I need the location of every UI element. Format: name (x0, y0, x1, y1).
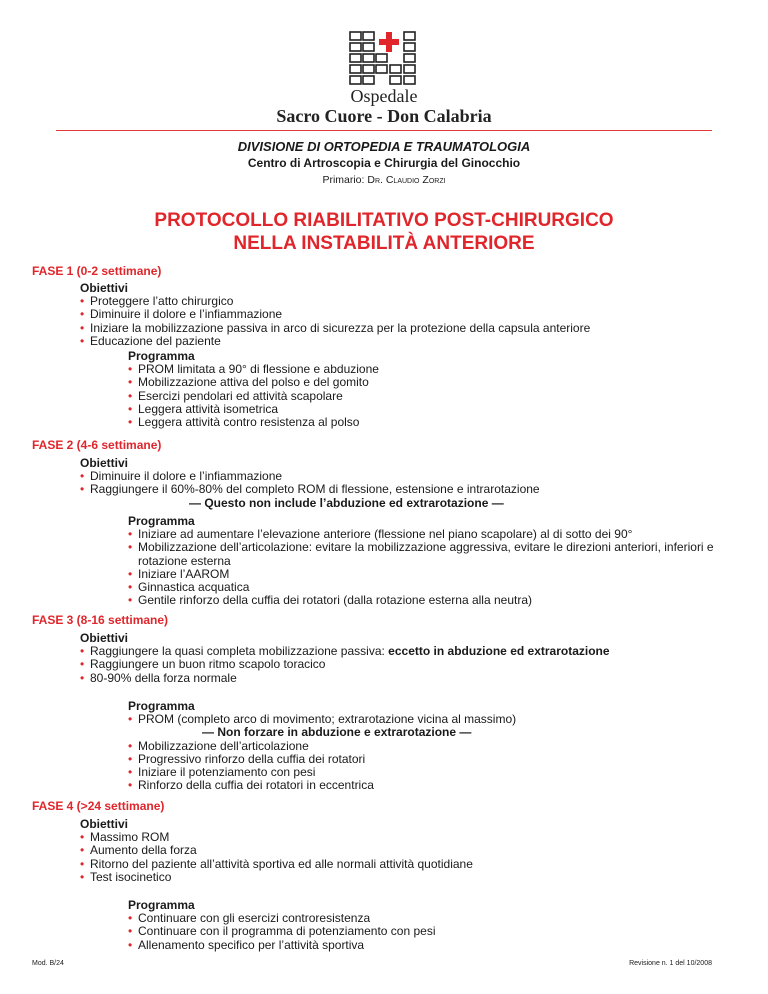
list-item: • Iniziare ad aumentare l’elevazione anteriore (flessione nel piano scapolare) al di sotto dei 90° (128, 528, 720, 541)
list-item: • Massimo ROM (80, 831, 720, 844)
list-item: • Iniziare l’AAROM (128, 568, 720, 581)
phase4-programma (128, 899, 720, 952)
list-item: • 80-90% della forza normale (80, 672, 720, 685)
programma-heading: Programma (128, 349, 195, 363)
list-item: • Educazione del paziente (80, 335, 720, 348)
list-item: • Diminuire il dolore e l’infiammazione (80, 470, 720, 483)
list-item: • Gentile rinforzo della cuffia dei rotatori (dalla rotazione esterna alla neutra) (128, 594, 720, 607)
list-item: • Continuare con gli esercizi controresistenza (128, 912, 720, 925)
programma-heading: Programma (128, 514, 195, 528)
list-item: • Mobilizzazione dell’articolazione: evitare la mobilizzazione aggressiva, evitare le direzioni anteriori, inferiori e rotazione esterna (128, 541, 720, 567)
list-item: • Rinforzo della cuffia dei rotatori in eccentrica (128, 779, 720, 792)
list-item: • Esercizi pendolari ed attività scapolare (128, 390, 720, 403)
list-item: • Mobilizzazione dell’articolazione (128, 740, 720, 753)
list-item: • Allenamento specifico per l’attività sportiva (128, 939, 720, 952)
programma-heading: Programma (128, 898, 195, 912)
obiettivi-heading: Obiettivi (80, 631, 129, 645)
list-item: • Proteggere l’atto chirurgico (80, 295, 720, 308)
list-item: • Raggiungere il 60%-80% del completo ROM di flessione, estensione e intrarotazione (80, 483, 720, 496)
list-item: • Ritorno del paziente all’attività sportiva ed alle normali attività quotidiane (80, 858, 720, 871)
obiettivi-heading: Obiettivi (80, 456, 129, 470)
phase3-title: FASE 3 (8-16 settimane) (32, 613, 169, 627)
list-item: • Mobilizzazione attiva del polso e del gomito (128, 376, 720, 389)
phase2-note: — Questo non include l’abduzione ed extrarotazione — (189, 495, 504, 510)
list-item: • Diminuire il dolore e l’infiammazione (80, 308, 720, 321)
org-name-line2: Sacro Cuore - Don Calabria (276, 106, 492, 126)
list-item: • PROM (completo arco di movimento; extrarotazione vicina al massimo) (128, 713, 720, 726)
programma-heading: Programma (128, 699, 195, 713)
phase3-obiettivi (80, 632, 720, 685)
phase1-obiettivi (80, 282, 720, 348)
hospital-logo (348, 30, 420, 88)
division-name: DIVISIONE DI ORTOPEDIA E TRAUMATOLOGIA (237, 139, 531, 154)
phase4-title: FASE 4 (>24 settimane) (32, 799, 165, 813)
list-item: • Progressivo rinforzo della cuffia dei rotatori (128, 753, 720, 766)
list-item: • Leggera attività contro resistenza al polso (128, 416, 720, 429)
phase2-programma (128, 515, 720, 607)
footer-form-code: Mod. B/24 (32, 960, 64, 967)
list-item: • Aumento della forza (80, 844, 720, 857)
primario-name: Dr. Claudio Zorzi (367, 174, 446, 186)
primario-label: Primario: (322, 174, 365, 186)
phase3-programma (128, 700, 720, 792)
phase2-title: FASE 2 (4-6 settimane) (32, 438, 162, 452)
list-item: • Leggera attività isometrica (128, 403, 720, 416)
list-item-text: Raggiungere la quasi completa mobilizzazione passiva: (90, 644, 389, 659)
red-cross-icon (379, 32, 399, 52)
list-item: • Iniziare la mobilizzazione passiva in arco di sicurezza per la protezione della capsula anteriore (80, 322, 720, 335)
list-item: • Continuare con il programma di potenziamento con pesi (128, 925, 720, 938)
list-item: • Test isocinetico (80, 871, 720, 884)
org-name-line1: Ospedale (350, 86, 418, 106)
obiettivi-heading: Obiettivi (80, 281, 129, 295)
list-item-emphasis: eccetto in abduzione ed extrarotazione (388, 644, 610, 659)
title-line1: PROTOCOLLO RIABILITATIVO POST-CHIRURGICO (154, 210, 614, 231)
list-item: • Ginnastica acquatica (128, 581, 720, 594)
title-line2: NELLA INSTABILITÀ ANTERIORE (233, 233, 535, 254)
list-item: • Raggiungere un buon ritmo scapolo toracico (80, 658, 720, 671)
header-divider (56, 130, 712, 131)
phase4-obiettivi (80, 818, 720, 884)
phase2-obiettivi (80, 457, 720, 510)
obiettivi-heading: Obiettivi (80, 817, 129, 831)
list-item: • Iniziare il potenziamento con pesi (128, 766, 720, 779)
phase3-note: — Non forzare in abduzione e extrarotazione — (202, 725, 472, 740)
phase1-programma (128, 350, 720, 429)
center-name: Centro di Artroscopia e Chirurgia del Ginocchio (247, 156, 521, 170)
list-item: • PROM limitata a 90° di flessione e abduzione (128, 363, 720, 376)
primario (0, 174, 768, 186)
footer-revision: Revisione n. 1 del 10/2008 (629, 960, 712, 967)
phase1-title: FASE 1 (0-2 settimane) (32, 264, 162, 278)
document-title (0, 209, 768, 255)
